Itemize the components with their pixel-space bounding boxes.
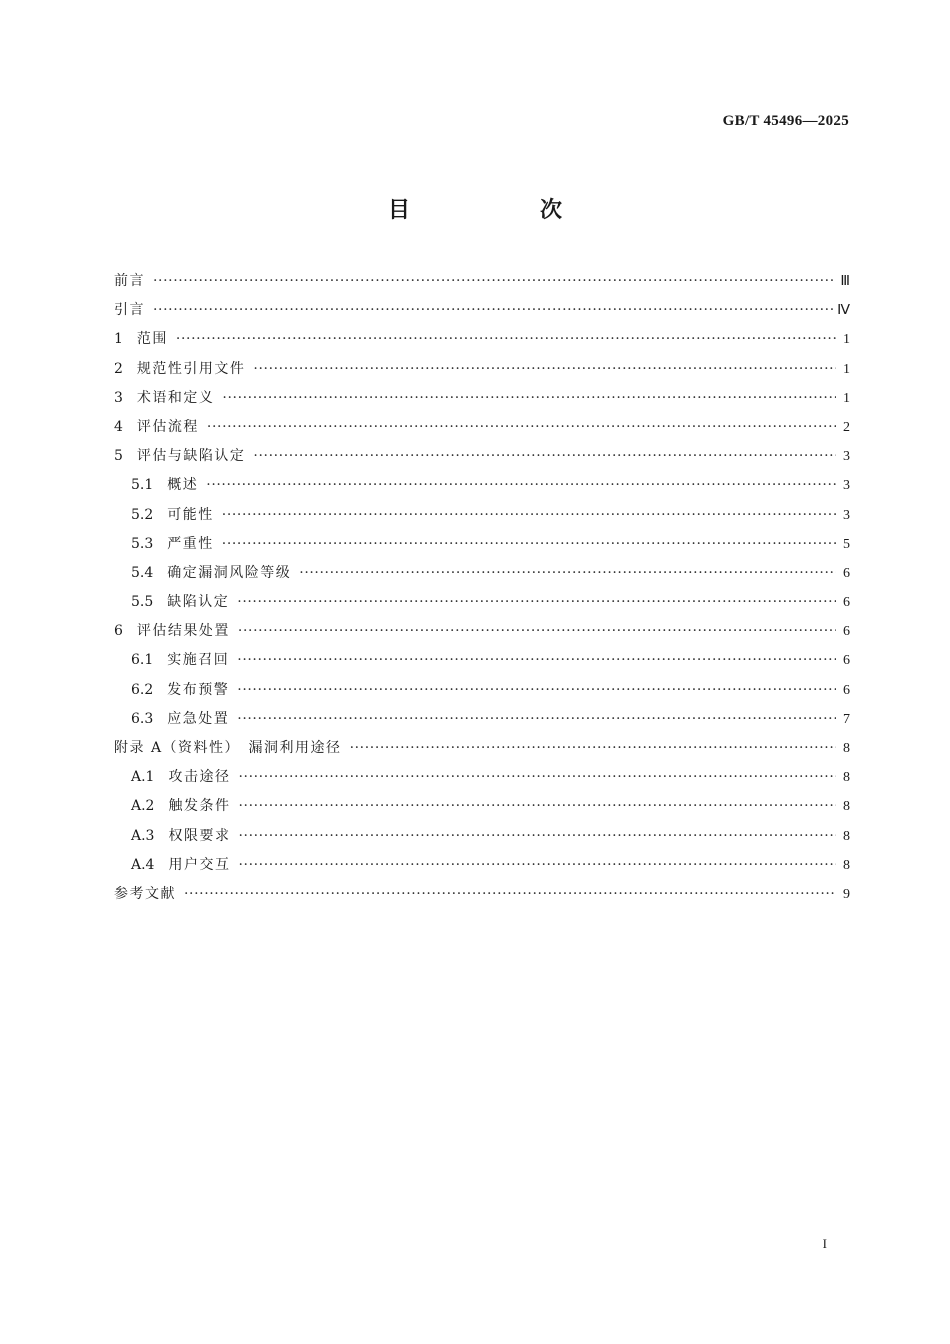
toc-dot-leader <box>176 331 836 347</box>
toc-entry-page: 1 <box>843 332 850 348</box>
toc-entry-label: 附录 A（资料性） 漏洞利用途径 <box>114 740 342 756</box>
toc-dot-leader <box>237 711 836 727</box>
toc-entry[interactable] <box>114 795 850 824</box>
toc-entry-label: 攻击途径 <box>168 769 231 786</box>
toc-entry[interactable] <box>114 299 850 328</box>
toc-entry-page: 5 <box>843 536 850 552</box>
toc-entry-label: 用户交互 <box>168 856 231 873</box>
toc-dot-leader <box>237 682 836 698</box>
toc-entry[interactable] <box>114 854 850 883</box>
toc-entry[interactable] <box>114 883 850 912</box>
toc-entry-number: A.2 <box>131 798 155 815</box>
toc-dot-leader <box>153 302 833 318</box>
page-number: I <box>822 1236 827 1251</box>
toc-entry[interactable] <box>114 825 850 854</box>
toc-entry[interactable] <box>114 504 850 533</box>
toc-entry-number: 1 <box>114 331 123 348</box>
toc-entry-page: 1 <box>843 390 850 406</box>
toc-entry-label: 确定漏洞风险等级 <box>167 564 292 581</box>
toc-entry[interactable] <box>114 445 850 474</box>
toc-entry-page: 6 <box>843 682 850 698</box>
toc-entry-label: 术语和定义 <box>136 389 215 406</box>
toc-entry-number: 5.5 <box>131 594 154 611</box>
toc-entry-page: Ⅳ <box>837 303 850 319</box>
toc-entry[interactable] <box>114 737 850 766</box>
toc-entry-number: A.3 <box>131 827 155 844</box>
toc-entry-label: 范围 <box>136 331 168 348</box>
toc-entry[interactable] <box>114 328 850 357</box>
toc-entry-page: 1 <box>843 361 850 377</box>
toc-dot-leader <box>299 565 836 581</box>
toc-entry-label: 规范性引用文件 <box>136 360 246 377</box>
toc-entry-number: 5.1 <box>131 477 154 494</box>
toc-entry-page: 8 <box>843 828 850 844</box>
toc-entry-label: 应急处置 <box>167 710 230 727</box>
toc-entry-page: 3 <box>843 449 850 465</box>
table-of-contents <box>114 270 850 912</box>
toc-entry-page: 3 <box>843 507 850 523</box>
toc-entry-number: 3 <box>114 389 123 406</box>
toc-dot-leader <box>238 857 836 873</box>
toc-dot-leader <box>184 886 836 902</box>
toc-entry-page: 7 <box>843 711 850 727</box>
toc-entry-page: 8 <box>843 770 850 786</box>
toc-entry-label: 权限要求 <box>168 827 231 844</box>
toc-entry-label: 严重性 <box>167 535 214 552</box>
toc-entry-number: 5.2 <box>131 506 154 523</box>
toc-entry[interactable] <box>114 679 850 708</box>
toc-entry-page: 6 <box>843 565 850 581</box>
toc-dot-leader <box>207 419 836 435</box>
toc-entry[interactable] <box>114 649 850 678</box>
toc-entry[interactable] <box>114 562 850 591</box>
toc-entry-page: 6 <box>843 653 850 669</box>
toc-dot-leader <box>222 507 836 523</box>
toc-entry-label: 引言 <box>114 302 145 319</box>
toc-entry-label: 实施召回 <box>167 652 230 669</box>
toc-entry-number: 6.3 <box>131 710 154 727</box>
toc-dot-leader <box>350 740 836 756</box>
toc-entry-number: 4 <box>114 418 123 435</box>
toc-entry[interactable] <box>114 620 850 649</box>
toc-entry[interactable] <box>114 591 850 620</box>
toc-entry[interactable] <box>114 416 850 445</box>
toc-entry-label: 概述 <box>167 477 199 494</box>
toc-entry[interactable] <box>114 387 850 416</box>
toc-entry-label: 评估与缺陷认定 <box>136 448 246 465</box>
toc-dot-leader <box>222 390 836 406</box>
toc-dot-leader <box>253 448 836 464</box>
toc-entry[interactable] <box>114 533 850 562</box>
toc-entry-label: 前言 <box>114 273 145 289</box>
toc-entry-label: 可能性 <box>167 506 214 523</box>
toc-entry[interactable] <box>114 708 850 737</box>
toc-dot-leader <box>206 477 836 493</box>
toc-entry-page: 9 <box>843 886 850 902</box>
toc-entry-number: A.4 <box>131 856 155 873</box>
toc-entry[interactable] <box>114 474 850 503</box>
standard-code: GB/T 45496—2025 <box>722 113 849 129</box>
toc-entry[interactable] <box>114 358 850 387</box>
toc-entry-label: 评估结果处置 <box>136 623 230 640</box>
toc-entry[interactable] <box>114 270 850 299</box>
toc-entry-page: 8 <box>843 799 850 815</box>
toc-entry-number: 6 <box>114 623 123 640</box>
toc-entry-label: 发布预警 <box>167 681 230 698</box>
toc-entry-page: 8 <box>843 857 850 873</box>
toc-dot-leader <box>237 652 836 668</box>
toc-dot-leader <box>238 769 836 785</box>
toc-entry-number: 5 <box>114 448 123 465</box>
toc-dot-leader <box>238 623 836 639</box>
toc-dot-leader <box>238 828 836 844</box>
toc-entry-number: 6.2 <box>131 681 154 698</box>
toc-entry-label: 缺陷认定 <box>167 594 230 611</box>
toc-dot-leader <box>238 798 836 814</box>
toc-entry-page: 2 <box>843 419 850 435</box>
toc-entry-page: 6 <box>843 624 850 640</box>
toc-entry-label: 参考文献 <box>114 885 176 902</box>
toc-entry-label: 评估流程 <box>136 418 199 435</box>
page-title: 目 次 <box>387 198 616 223</box>
toc-entry-page: 8 <box>843 741 850 756</box>
toc-dot-leader <box>222 536 836 552</box>
toc-entry-number: 5.3 <box>131 535 154 552</box>
toc-entry-page: 6 <box>843 595 850 611</box>
toc-dot-leader <box>153 273 836 289</box>
toc-entry-page: Ⅲ <box>840 274 850 289</box>
toc-dot-leader <box>253 361 836 377</box>
toc-entry-number: 6.1 <box>131 652 154 669</box>
toc-entry-number: A.1 <box>131 769 155 786</box>
toc-entry-number: 2 <box>114 360 123 377</box>
toc-entry-page: 3 <box>843 478 850 494</box>
toc-entry[interactable] <box>114 766 850 795</box>
toc-dot-leader <box>237 594 836 610</box>
toc-entry-label: 触发条件 <box>168 798 231 815</box>
toc-entry-number: 5.4 <box>131 564 154 581</box>
